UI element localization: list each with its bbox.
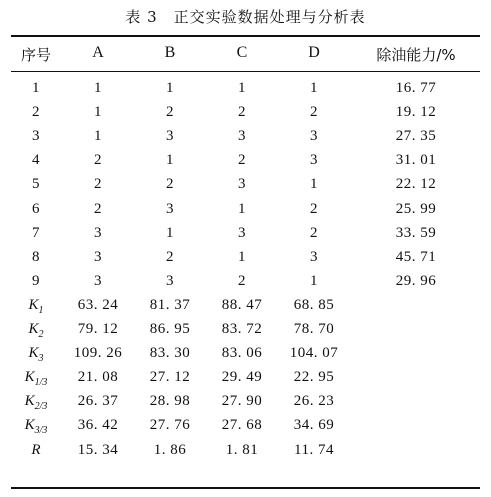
cell-row7-d: 2: [310, 224, 318, 241]
cell-row6-c: 1: [238, 200, 246, 217]
table-number: 表 3: [125, 8, 158, 26]
stat-subscript: 1: [38, 304, 44, 316]
stat-7-a: 15. 34: [77, 441, 119, 458]
cell-row8-d: 3: [310, 248, 318, 265]
stat-6-a: 36. 42: [77, 417, 119, 434]
stat-1-b: 81. 37: [149, 296, 191, 313]
stat-subscript: 1/3: [34, 377, 48, 389]
header-b: B: [164, 44, 176, 61]
stat-2-b: 86. 95: [149, 321, 191, 337]
stat-5-a: 26. 37: [77, 393, 119, 410]
cell-row9-oil-removal: 29. 96: [395, 272, 437, 289]
stat-symbol: R: [31, 441, 41, 458]
cell-row3-d: 3: [310, 128, 318, 145]
stat-subscript: 3/3: [34, 425, 48, 437]
cell-row9-index: 9: [32, 272, 40, 289]
stat-4-b: 27. 12: [149, 369, 191, 386]
stat-3-c: 83. 06: [221, 345, 263, 362]
bottom-rule: [11, 487, 480, 489]
stat-subscript: 2: [38, 329, 44, 340]
stat-7-d: 11. 74: [294, 441, 334, 458]
cell-row9-b: 3: [166, 272, 174, 289]
cell-row8-index: 8: [32, 248, 40, 265]
stat-1-d: 68. 85: [293, 296, 335, 313]
cell-row7-index: 7: [32, 224, 40, 241]
cell-row6-index: 6: [32, 200, 40, 217]
stat-symbol: K: [24, 369, 35, 386]
cell-row9-c: 2: [238, 272, 246, 289]
stat-1-c: 88. 47: [221, 296, 263, 313]
cell-row3-index: 3: [32, 128, 40, 145]
stat-symbol: K: [28, 345, 39, 362]
cell-row7-oil-removal: 33. 59: [395, 224, 437, 241]
cell-row5-a: 2: [94, 176, 102, 193]
stat-6-b: 27. 76: [149, 417, 191, 434]
cell-row5-c: 3: [238, 176, 246, 193]
stat-2-d: 78. 70: [293, 321, 335, 337]
cell-row1-index: 1: [32, 80, 40, 96]
stat-7-c: 1. 81: [225, 441, 259, 458]
stat-5-d: 26. 23: [293, 393, 335, 410]
cell-row2-b: 2: [166, 104, 174, 121]
stat-symbol: K: [28, 321, 39, 337]
stat-2-a: 79. 12: [77, 321, 119, 337]
stat-3-a: 109. 26: [73, 345, 123, 362]
cell-row4-c: 2: [238, 152, 246, 169]
stat-label-7: [11, 442, 61, 459]
stat-1-a: 63. 24: [77, 296, 119, 313]
stat-4-c: 29. 49: [221, 369, 263, 386]
header-a: A: [92, 44, 104, 61]
cell-row1-b: 1: [166, 80, 174, 96]
header-index: 序号: [20, 46, 51, 64]
cell-row1-d: 1: [310, 80, 318, 96]
cell-row4-oil-removal: 31. 01: [395, 152, 437, 169]
header-d: D: [308, 44, 320, 61]
stat-6-d: 34. 69: [293, 417, 335, 434]
stat-2-c: 83. 72: [221, 321, 263, 337]
stat-symbol: K: [24, 417, 35, 434]
cell-row7-a: 3: [94, 224, 102, 241]
cell-row1-oil-removal: 16. 77: [395, 80, 437, 96]
stat-7-b: 1. 86: [153, 441, 187, 458]
stat-subscript: 2/3: [34, 401, 48, 413]
header-oil-removal: 除油能力/%: [376, 46, 456, 64]
cell-row7-c: 3: [238, 224, 246, 241]
cell-row2-index: 2: [32, 104, 40, 121]
cell-row4-b: 1: [166, 152, 174, 169]
cell-row4-a: 2: [94, 152, 102, 169]
table-caption: [0, 6, 491, 27]
stat-label-6: [11, 417, 61, 436]
cell-row5-oil-removal: 22. 12: [395, 176, 437, 193]
cell-row2-oil-removal: 19. 12: [395, 104, 437, 121]
cell-row5-index: 5: [32, 176, 40, 193]
cell-row8-c: 1: [238, 248, 246, 265]
stat-symbol: K: [24, 393, 35, 410]
cell-row4-d: 3: [310, 152, 318, 169]
cell-row1-a: 1: [94, 80, 102, 96]
cell-row3-a: 1: [94, 128, 102, 145]
cell-row8-b: 2: [166, 248, 174, 265]
top-rule: [11, 35, 480, 37]
stat-5-b: 28. 98: [149, 393, 191, 410]
cell-row8-oil-removal: 45. 71: [395, 248, 437, 265]
stat-label-5: [11, 393, 61, 412]
cell-row6-b: 3: [166, 200, 174, 217]
cell-row2-c: 2: [238, 104, 246, 121]
table-title: 正交实验数据处理与分析表: [173, 8, 366, 26]
cell-row2-d: 2: [310, 104, 318, 121]
cell-row8-a: 3: [94, 248, 102, 265]
stat-6-c: 27. 68: [221, 417, 263, 434]
stat-symbol: K: [28, 296, 39, 313]
stat-label-3: [11, 345, 61, 364]
cell-row6-oil-removal: 25. 99: [395, 200, 437, 217]
cell-row1-c: 1: [238, 80, 246, 96]
cell-row7-b: 1: [166, 224, 174, 241]
header-rule: [11, 71, 480, 72]
stat-5-c: 27. 90: [221, 393, 263, 410]
stat-3-b: 83. 30: [149, 345, 191, 362]
cell-row3-b: 3: [166, 128, 174, 145]
cell-row3-c: 3: [238, 128, 246, 145]
cell-row6-a: 2: [94, 200, 102, 217]
stat-subscript: 3: [38, 353, 44, 365]
cell-row3-oil-removal: 27. 35: [395, 128, 437, 145]
cell-row9-a: 3: [94, 272, 102, 289]
stat-4-d: 22. 95: [293, 369, 335, 386]
cell-row2-a: 1: [94, 104, 102, 121]
stat-label-4: [11, 369, 61, 388]
cell-row4-index: 4: [32, 152, 40, 169]
cell-row5-b: 2: [166, 176, 174, 193]
stat-4-a: 21. 08: [77, 369, 119, 386]
cell-row5-d: 1: [310, 176, 318, 193]
cell-row9-d: 1: [310, 272, 318, 289]
stat-3-d: 104. 07: [289, 345, 339, 362]
stat-label-2: [11, 321, 61, 340]
header-c: C: [236, 44, 248, 61]
stat-label-1: [11, 297, 61, 316]
cell-row6-d: 2: [310, 200, 318, 217]
